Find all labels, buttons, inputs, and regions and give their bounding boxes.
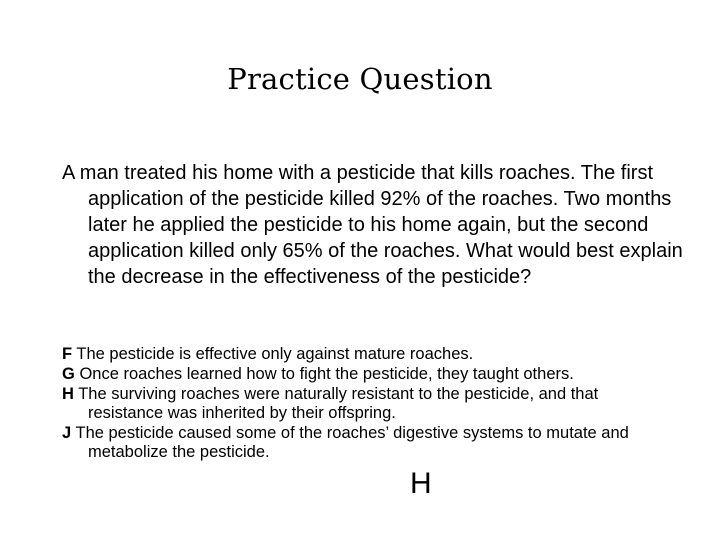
- question-text: A man treated his home with a pesticide that kills roaches. The first application of the pesticide killed 92% of the roaches. Two months later he applied the pesticide to his home again, but the second application killed only 65% of the roaches. What would best explain the decrease in the effectiveness of the pesticide?: [62, 162, 683, 288]
- choice-text: Once roaches learned how to fight the pesticide, they taught others.: [79, 365, 574, 383]
- choice-letter: J: [62, 424, 72, 442]
- answer-choices-list: [62, 345, 672, 463]
- choice-letter: G: [62, 365, 75, 383]
- answer-choice-h: [62, 385, 672, 423]
- choice-text: The pesticide is effective only against mature roaches.: [76, 345, 474, 363]
- choice-letter: H: [62, 385, 74, 403]
- answer-reveal: H: [410, 467, 432, 500]
- answer-choice-g: [62, 365, 672, 384]
- choice-text: The pesticide caused some of the roaches’ digestive systems to mutate and metabolize the pesticide.: [75, 424, 629, 461]
- slide-title: Practice Question: [227, 62, 493, 96]
- answer-choice-f: [62, 345, 672, 364]
- choice-text: The surviving roaches were naturally resistant to the pesticide, and that resistance was inherited by their offspring.: [78, 385, 599, 422]
- answer-choice-j: [62, 424, 672, 462]
- choice-letter: F: [62, 345, 73, 363]
